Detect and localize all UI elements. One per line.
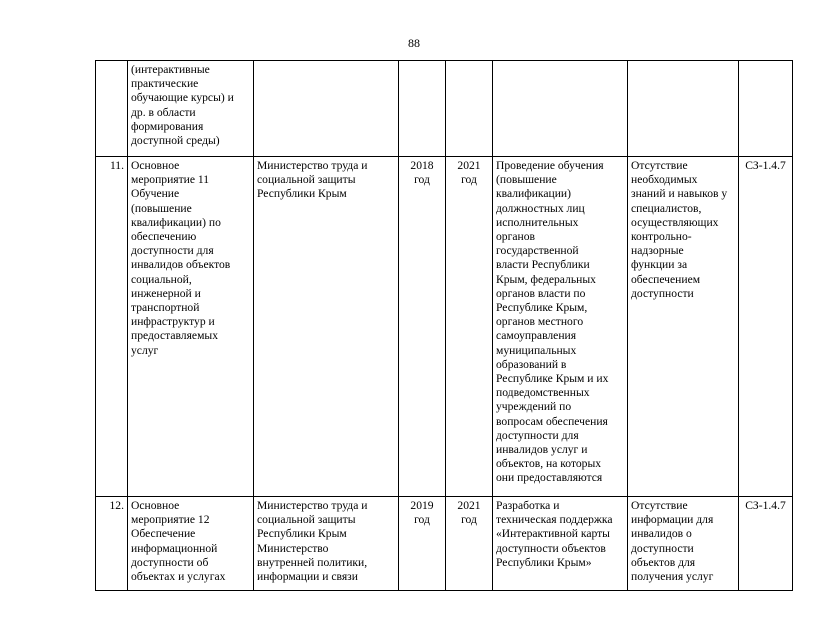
text-line: подведомственных [496, 386, 590, 400]
text-line: обучающие курсы) и [131, 91, 234, 105]
page-number: 88 [408, 36, 420, 50]
row-number-cell [96, 157, 128, 497]
text-line: Основное [131, 159, 180, 172]
end-year-text [449, 159, 489, 187]
executor-text [257, 159, 395, 202]
text-line: необходимых [631, 173, 698, 187]
text-line: Проведение обучения [496, 159, 604, 172]
text-line: учреждений по [496, 400, 572, 414]
text-line: получения услуг [631, 570, 714, 584]
executor-cell [254, 157, 399, 497]
consequence-cell [628, 497, 739, 591]
row-number: 12. [109, 499, 124, 512]
text-line: доступности для [496, 428, 579, 442]
row-number-cell [96, 61, 128, 157]
text-line: предоставляемых [131, 329, 218, 343]
text-line: осуществляющих [631, 215, 719, 229]
row-number-cell [96, 497, 128, 591]
start-year-text [402, 159, 442, 187]
text-line: год [414, 173, 430, 187]
text-line: исполнительных [496, 215, 579, 229]
text-line: доступности для [131, 244, 214, 258]
activity-cell [128, 157, 254, 497]
text-line: муниципальных [496, 343, 577, 357]
text-line: 2018 [410, 159, 434, 172]
text-line: услуг [131, 343, 159, 357]
text-line: информации для [631, 513, 714, 527]
text-line: доступности [631, 541, 694, 555]
text-line: вопросам обеспечения [496, 414, 608, 428]
indicator-code-cell [739, 61, 793, 157]
text-line: инфраструктур и [131, 315, 215, 329]
text-line: (интерактивные [131, 63, 210, 76]
text-line: обеспечению [131, 230, 197, 244]
text-line: доступности [631, 286, 694, 300]
text-line: доступности об [131, 555, 209, 569]
activity-cell [128, 61, 254, 157]
text-line: практические [131, 77, 199, 91]
text-line: знаний и навыков у [631, 187, 728, 201]
text-line: инвалидов услуг и [496, 443, 588, 457]
end-year-cell [446, 497, 493, 591]
text-line: они предоставляются [496, 471, 603, 485]
text-line: органов власти по [496, 286, 586, 300]
measures-table [95, 60, 793, 591]
text-line: информационной [131, 541, 218, 555]
activity-text [131, 63, 250, 148]
text-line: органов местного [496, 315, 584, 329]
end-year-cell [446, 157, 493, 497]
text-line: образований в [496, 357, 567, 371]
text-line: инвалидов о [631, 527, 692, 541]
text-line: обеспечением [631, 272, 701, 286]
text-line: (повышение [496, 173, 557, 187]
indicator-code: СЗ-1.4.7 [745, 159, 786, 172]
text-line: Разработка и [496, 499, 560, 512]
text-line: год [461, 173, 477, 187]
start-year-text [402, 499, 442, 527]
executor-cell [254, 61, 399, 157]
activity-text [131, 159, 250, 358]
text-line: функции за [631, 258, 688, 272]
activity-cell [128, 497, 254, 591]
result-cell [493, 157, 628, 497]
text-line: инженерной и [131, 286, 201, 300]
text-line: 2021 [457, 499, 481, 512]
text-line: год [461, 513, 477, 527]
text-line: контрольно- [631, 230, 692, 244]
text-line: Министерство [257, 541, 329, 555]
table-row [96, 157, 793, 497]
text-line: Республики Крым» [496, 555, 592, 569]
text-line: инвалидов объектов [131, 258, 231, 272]
text-line: государственной [496, 244, 579, 258]
start-year-cell [399, 157, 446, 497]
text-line: Обучение [131, 187, 180, 201]
text-line: информации и связи [257, 570, 358, 584]
text-line: Министерство труда и [257, 499, 368, 512]
text-line: квалификации) [496, 187, 571, 201]
end-year-text [449, 499, 489, 527]
row-number: 11. [109, 159, 124, 172]
consequence-text [631, 499, 735, 584]
indicator-code: СЗ-1.4.7 [745, 499, 786, 512]
text-line: Республике Крым и их [496, 372, 609, 386]
activity-text [131, 499, 250, 584]
text-line: квалификации) по [131, 215, 221, 229]
text-line: 2021 [457, 159, 481, 172]
indicator-code-cell [739, 497, 793, 591]
text-line: власти Республики [496, 258, 590, 272]
text-line: формирования [131, 119, 204, 133]
text-line: Республики Крым [257, 527, 347, 541]
text-line: самоуправления [496, 329, 577, 343]
text-line: транспортной [131, 301, 200, 315]
indicator-code-cell [739, 157, 793, 497]
text-line: 2019 [410, 499, 434, 512]
table-row [96, 497, 793, 591]
text-line: специалистов, [631, 201, 702, 215]
executor-cell [254, 497, 399, 591]
text-line: техническая поддержка [496, 513, 613, 527]
result-text [496, 499, 624, 570]
text-line: доступности объектов [496, 541, 606, 555]
consequence-cell [628, 157, 739, 497]
text-line: социальной защиты [257, 513, 356, 527]
text-line: Отсутствие [631, 499, 688, 512]
result-cell [493, 61, 628, 157]
text-line: Крым, федеральных [496, 272, 596, 286]
result-cell [493, 497, 628, 591]
text-line: органов [496, 230, 535, 244]
text-line: объектов для [631, 555, 696, 569]
text-line: Министерство труда и [257, 159, 368, 172]
table-row [96, 61, 793, 157]
text-line: год [414, 513, 430, 527]
text-line: др. в области [131, 105, 196, 119]
text-line: должностных лиц [496, 201, 585, 215]
text-line: мероприятие 12 [131, 513, 210, 527]
text-line: надзорные [631, 244, 684, 258]
text-line: (повышение [131, 201, 192, 215]
result-text [496, 159, 624, 486]
text-line: социальной, [131, 272, 192, 286]
text-line: «Интерактивной карты [496, 527, 610, 541]
text-line: объектах и услугах [131, 570, 226, 584]
text-line: объектов, на которых [496, 457, 602, 471]
executor-text [257, 499, 395, 584]
end-year-cell [446, 61, 493, 157]
start-year-cell [399, 61, 446, 157]
text-line: мероприятие 11 [131, 173, 210, 187]
text-line: доступной среды) [131, 134, 220, 148]
consequence-cell [628, 61, 739, 157]
text-line: Основное [131, 499, 180, 512]
text-line: Отсутствие [631, 159, 688, 172]
text-line: Республики Крым [257, 187, 347, 201]
consequence-text [631, 159, 735, 301]
text-line: Республике Крым, [496, 301, 588, 315]
text-line: Обеспечение [131, 527, 196, 541]
text-line: внутренней политики, [257, 555, 368, 569]
start-year-cell [399, 497, 446, 591]
text-line: социальной защиты [257, 173, 356, 187]
